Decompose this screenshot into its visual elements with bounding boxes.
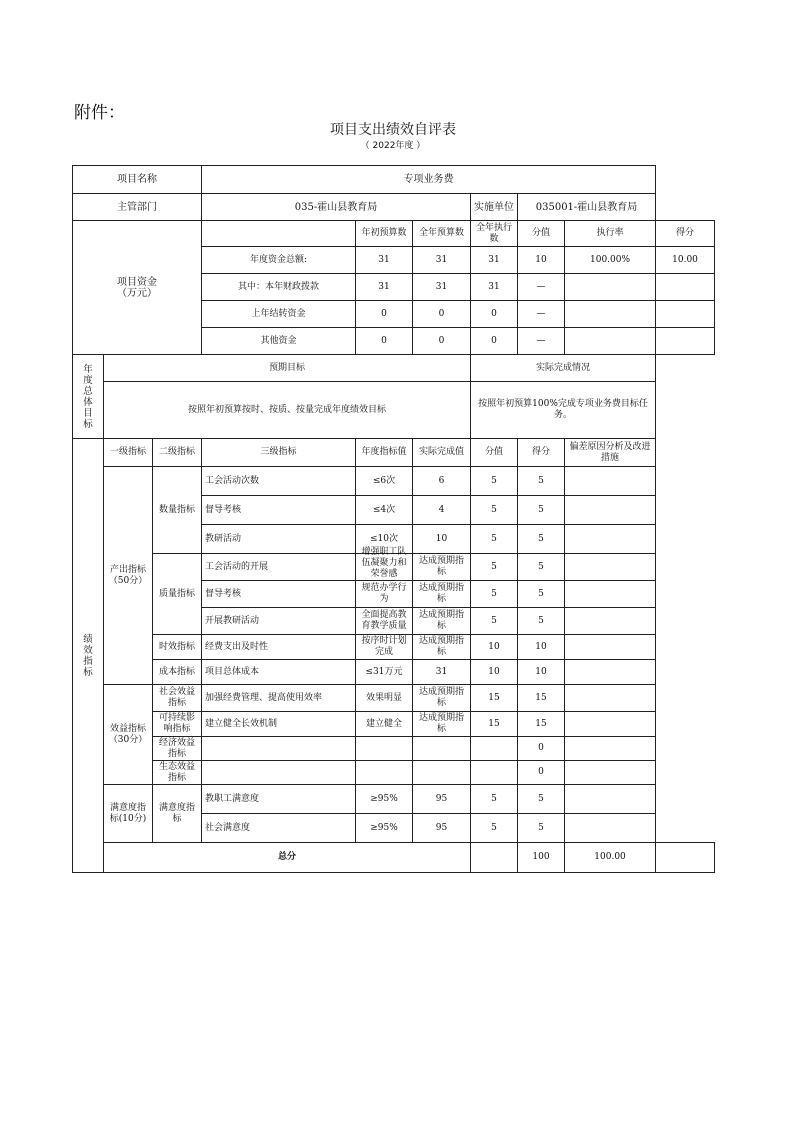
- indicator-actual: 达成预期指 标: [413, 635, 471, 660]
- col-target: 年度指标值: [356, 439, 413, 467]
- indicator-value: 15: [471, 712, 518, 737]
- indicator-value: 5: [471, 608, 518, 635]
- goals-row: [73, 382, 715, 439]
- indicator-actual: 4: [413, 496, 471, 525]
- indicator-name: 建立健全长效机制: [202, 712, 356, 737]
- funds-rate: [565, 301, 656, 328]
- output-indicator-label: 产出指标 （50分）: [104, 467, 153, 685]
- funds-score-value: 10: [518, 247, 565, 274]
- indicator-actual: 95: [413, 785, 471, 814]
- indicator-name: [202, 761, 356, 785]
- indicator-actual: 10: [413, 525, 471, 554]
- col-level1: 一级指标: [104, 439, 153, 467]
- actual-goal: 按照年初预算100%完成专项业务费目标任务。: [471, 382, 656, 439]
- indicator-name: 督导考核: [202, 581, 356, 608]
- funds-header-value: 分值: [518, 221, 565, 247]
- total-note: [656, 843, 715, 873]
- unit-value: 035001-霍山县教育局: [518, 194, 656, 221]
- col-level2: 二级指标: [153, 439, 202, 467]
- indicator-note: [565, 814, 656, 843]
- project-name-row: [73, 166, 715, 194]
- funds-label: 项目资金 （万元）: [73, 221, 202, 355]
- indicator-value: 5: [471, 554, 518, 581]
- col-value: 分值: [471, 439, 518, 467]
- col-score: 得分: [518, 439, 565, 467]
- goals-label: [73, 355, 104, 439]
- indicator-target-text: 增强职工队 伍凝聚力和 荣誉感: [361, 547, 407, 579]
- funds-header-blank: [202, 221, 356, 247]
- indicator-row: [73, 712, 715, 737]
- economic-benefit-label: 经济效益 指标: [153, 737, 202, 761]
- indicator-row: [73, 660, 715, 685]
- indicator-value: 5: [471, 814, 518, 843]
- indicator-target: [356, 761, 413, 785]
- expected-label: 预期目标: [104, 355, 471, 382]
- indicator-target: ≤4次: [356, 496, 413, 525]
- goals-label-text: 年 度 总 体 目 标: [83, 363, 93, 430]
- funds-score-value: —: [518, 328, 565, 355]
- indicator-note: [565, 467, 656, 496]
- indicator-actual: [413, 761, 471, 785]
- indicator-value: [471, 761, 518, 785]
- funds-score: 10.00: [656, 247, 715, 274]
- indicator-score: 5: [518, 554, 565, 581]
- total-blank-actual: [471, 843, 518, 873]
- indicator-note: [565, 737, 656, 761]
- benefit-indicator-label: 效益指标 （30分）: [104, 685, 153, 785]
- indicator-target: ≥95%: [356, 785, 413, 814]
- indicator-row: [73, 761, 715, 785]
- indicator-score: 5: [518, 581, 565, 608]
- funds-rate: [565, 328, 656, 355]
- funds-name: 其中：本年财政拨款: [202, 274, 356, 301]
- indicator-value: 5: [471, 496, 518, 525]
- indicator-name: 工会活动次数: [202, 467, 356, 496]
- indicator-note: [565, 554, 656, 581]
- indicator-actual: 达成预期指 标: [413, 712, 471, 737]
- satisfaction-sub-label: 满意度指 标: [153, 785, 202, 843]
- indicator-note: [565, 525, 656, 554]
- indicator-name: [202, 737, 356, 761]
- indicator-note: [565, 496, 656, 525]
- indicator-row: [73, 554, 715, 581]
- funds-name: 年度资金总额:: [202, 247, 356, 274]
- indicator-score: 10: [518, 660, 565, 685]
- funds-header-score: 得分: [656, 221, 715, 247]
- cost-indicator-label: 成本指标: [153, 660, 202, 685]
- unit-label: 实施单位: [471, 194, 518, 221]
- indicator-target: ≥95%: [356, 814, 413, 843]
- department-row: [73, 194, 715, 221]
- eco-benefit-label: 生态效益 指标: [153, 761, 202, 785]
- col-actual: 实际完成值: [413, 439, 471, 467]
- indicator-name: 加强经费管理、提高使用效率: [202, 685, 356, 712]
- attachment-label: 附件：: [74, 103, 125, 123]
- timeliness-indicator-label: 时效指标: [153, 635, 202, 660]
- funds-initial: 0: [356, 301, 413, 328]
- funds-name: 上年结转资金: [202, 301, 356, 328]
- indicator-score: 5: [518, 814, 565, 843]
- indicator-name: 教研活动: [202, 525, 356, 554]
- indicator-actual: 31: [413, 660, 471, 685]
- indicator-target: 按序时计划 完成: [356, 635, 413, 660]
- indicator-row: [73, 785, 715, 814]
- funds-executed: 0: [471, 328, 518, 355]
- indicator-actual: 达成预期指 标: [413, 581, 471, 608]
- indicator-value: [471, 737, 518, 761]
- funds-executed: 31: [471, 274, 518, 301]
- indicator-value: 15: [471, 685, 518, 712]
- indicator-target: 效果明显: [356, 685, 413, 712]
- col-note: 偏差原因分析及改进措施: [565, 439, 656, 467]
- indicator-score: 15: [518, 685, 565, 712]
- indicator-score: 5: [518, 785, 565, 814]
- year-label: （ 2022年度 ）: [360, 141, 426, 151]
- funds-header-row: [73, 221, 715, 247]
- total-score: 100.00: [565, 843, 656, 873]
- funds-header-executed: 全年执行数: [471, 221, 518, 247]
- funds-rate: [565, 274, 656, 301]
- indicator-value: 5: [471, 785, 518, 814]
- social-benefit-label: 社会效益 指标: [153, 685, 202, 712]
- funds-annual: 31: [413, 247, 471, 274]
- indicator-actual: 达成预期指 标: [413, 554, 471, 581]
- indicator-score: 5: [518, 496, 565, 525]
- funds-score-value: —: [518, 274, 565, 301]
- indicator-row: [73, 635, 715, 660]
- indicators-label: [73, 439, 104, 873]
- quantity-indicator-label: 数量指标: [153, 467, 202, 554]
- total-row: [73, 843, 715, 873]
- indicator-actual: 95: [413, 814, 471, 843]
- indicator-score: 15: [518, 712, 565, 737]
- indicator-value: 10: [471, 635, 518, 660]
- quality-indicator-label: 质量指标: [153, 554, 202, 635]
- funds-initial: 31: [356, 274, 413, 301]
- funds-name: 其他资金: [202, 328, 356, 355]
- funds-initial: 0: [356, 328, 413, 355]
- funds-initial: 31: [356, 247, 413, 274]
- indicator-target: ≤31万元: [356, 660, 413, 685]
- indicator-note: [565, 660, 656, 685]
- indicator-row: [73, 467, 715, 496]
- indicator-value: 5: [471, 467, 518, 496]
- funds-rate: 100.00%: [565, 247, 656, 274]
- indicator-note: [565, 608, 656, 635]
- indicator-value: 5: [471, 581, 518, 608]
- indicator-note: [565, 581, 656, 608]
- performance-table: [72, 165, 715, 873]
- actual-label: 实际完成情况: [471, 355, 656, 382]
- indicator-target: 全面提高教 育教学质量: [356, 608, 413, 635]
- indicator-name: 教职工满意度: [202, 785, 356, 814]
- funds-executed: 0: [471, 301, 518, 328]
- funds-score: [656, 328, 715, 355]
- indicator-score: 0: [518, 761, 565, 785]
- indicator-note: [565, 712, 656, 737]
- indicator-name: 开展教研活动: [202, 608, 356, 635]
- indicator-row: [73, 737, 715, 761]
- indicator-actual: [413, 737, 471, 761]
- indicators-label-text: 绩 效 指 标: [83, 633, 93, 678]
- funds-annual: 31: [413, 274, 471, 301]
- sustain-impact-label: 可持续影 响指标: [153, 712, 202, 737]
- funds-score: [656, 301, 715, 328]
- funds-header-initial: 年初预算数: [356, 221, 413, 247]
- indicator-score: 10: [518, 635, 565, 660]
- total-value: 100: [518, 843, 565, 873]
- project-name-label: 项目名称: [73, 166, 202, 194]
- satisfaction-indicator-label: 满意度指 标(10分): [104, 785, 153, 843]
- indicator-note: [565, 761, 656, 785]
- indicator-name: 经费支出及时性: [202, 635, 356, 660]
- col-level3: 三级指标: [202, 439, 356, 467]
- funds-header-rate: 执行率: [565, 221, 656, 247]
- indicator-value: 10: [471, 660, 518, 685]
- indicator-name: 督导考核: [202, 496, 356, 525]
- expected-goal: 按照年初预算按时、按质、按量完成年度绩效目标: [104, 382, 471, 439]
- indicator-name: 社会满意度: [202, 814, 356, 843]
- indicator-row: [73, 685, 715, 712]
- indicators-header-row: [73, 439, 715, 467]
- goals-header-row: [73, 355, 715, 382]
- indicator-name: 工会活动的开展: [202, 554, 356, 581]
- funds-annual: 0: [413, 301, 471, 328]
- indicator-target: ≤10次: [356, 525, 413, 554]
- funds-header-annual: 全年预算数: [413, 221, 471, 247]
- indicator-note: [565, 685, 656, 712]
- dept-label: 主管部门: [73, 194, 202, 221]
- indicator-score: 5: [518, 525, 565, 554]
- indicator-score: 0: [518, 737, 565, 761]
- indicator-value: 5: [471, 525, 518, 554]
- project-name-value: 专项业务费: [202, 166, 656, 194]
- indicator-actual: 达成预期指 标: [413, 608, 471, 635]
- indicator-score: 5: [518, 608, 565, 635]
- total-label: 总分: [104, 843, 471, 873]
- indicator-target: 规范办学行 为: [356, 581, 413, 608]
- indicator-target: [356, 547, 413, 581]
- indicator-target: [356, 737, 413, 761]
- funds-annual: 0: [413, 328, 471, 355]
- indicator-score: 5: [518, 467, 565, 496]
- indicator-actual: 达成预期指 标: [413, 685, 471, 712]
- dept-value: 035-霍山县教育局: [202, 194, 471, 221]
- page-title: 项目支出绩效自评表: [330, 122, 456, 138]
- indicator-note: [565, 635, 656, 660]
- funds-score-value: —: [518, 301, 565, 328]
- indicator-actual: 6: [413, 467, 471, 496]
- indicator-target: ≤6次: [356, 467, 413, 496]
- indicator-name: 项目总体成本: [202, 660, 356, 685]
- funds-executed: 31: [471, 247, 518, 274]
- funds-score: [656, 274, 715, 301]
- indicator-target: 建立健全: [356, 712, 413, 737]
- indicator-note: [565, 785, 656, 814]
